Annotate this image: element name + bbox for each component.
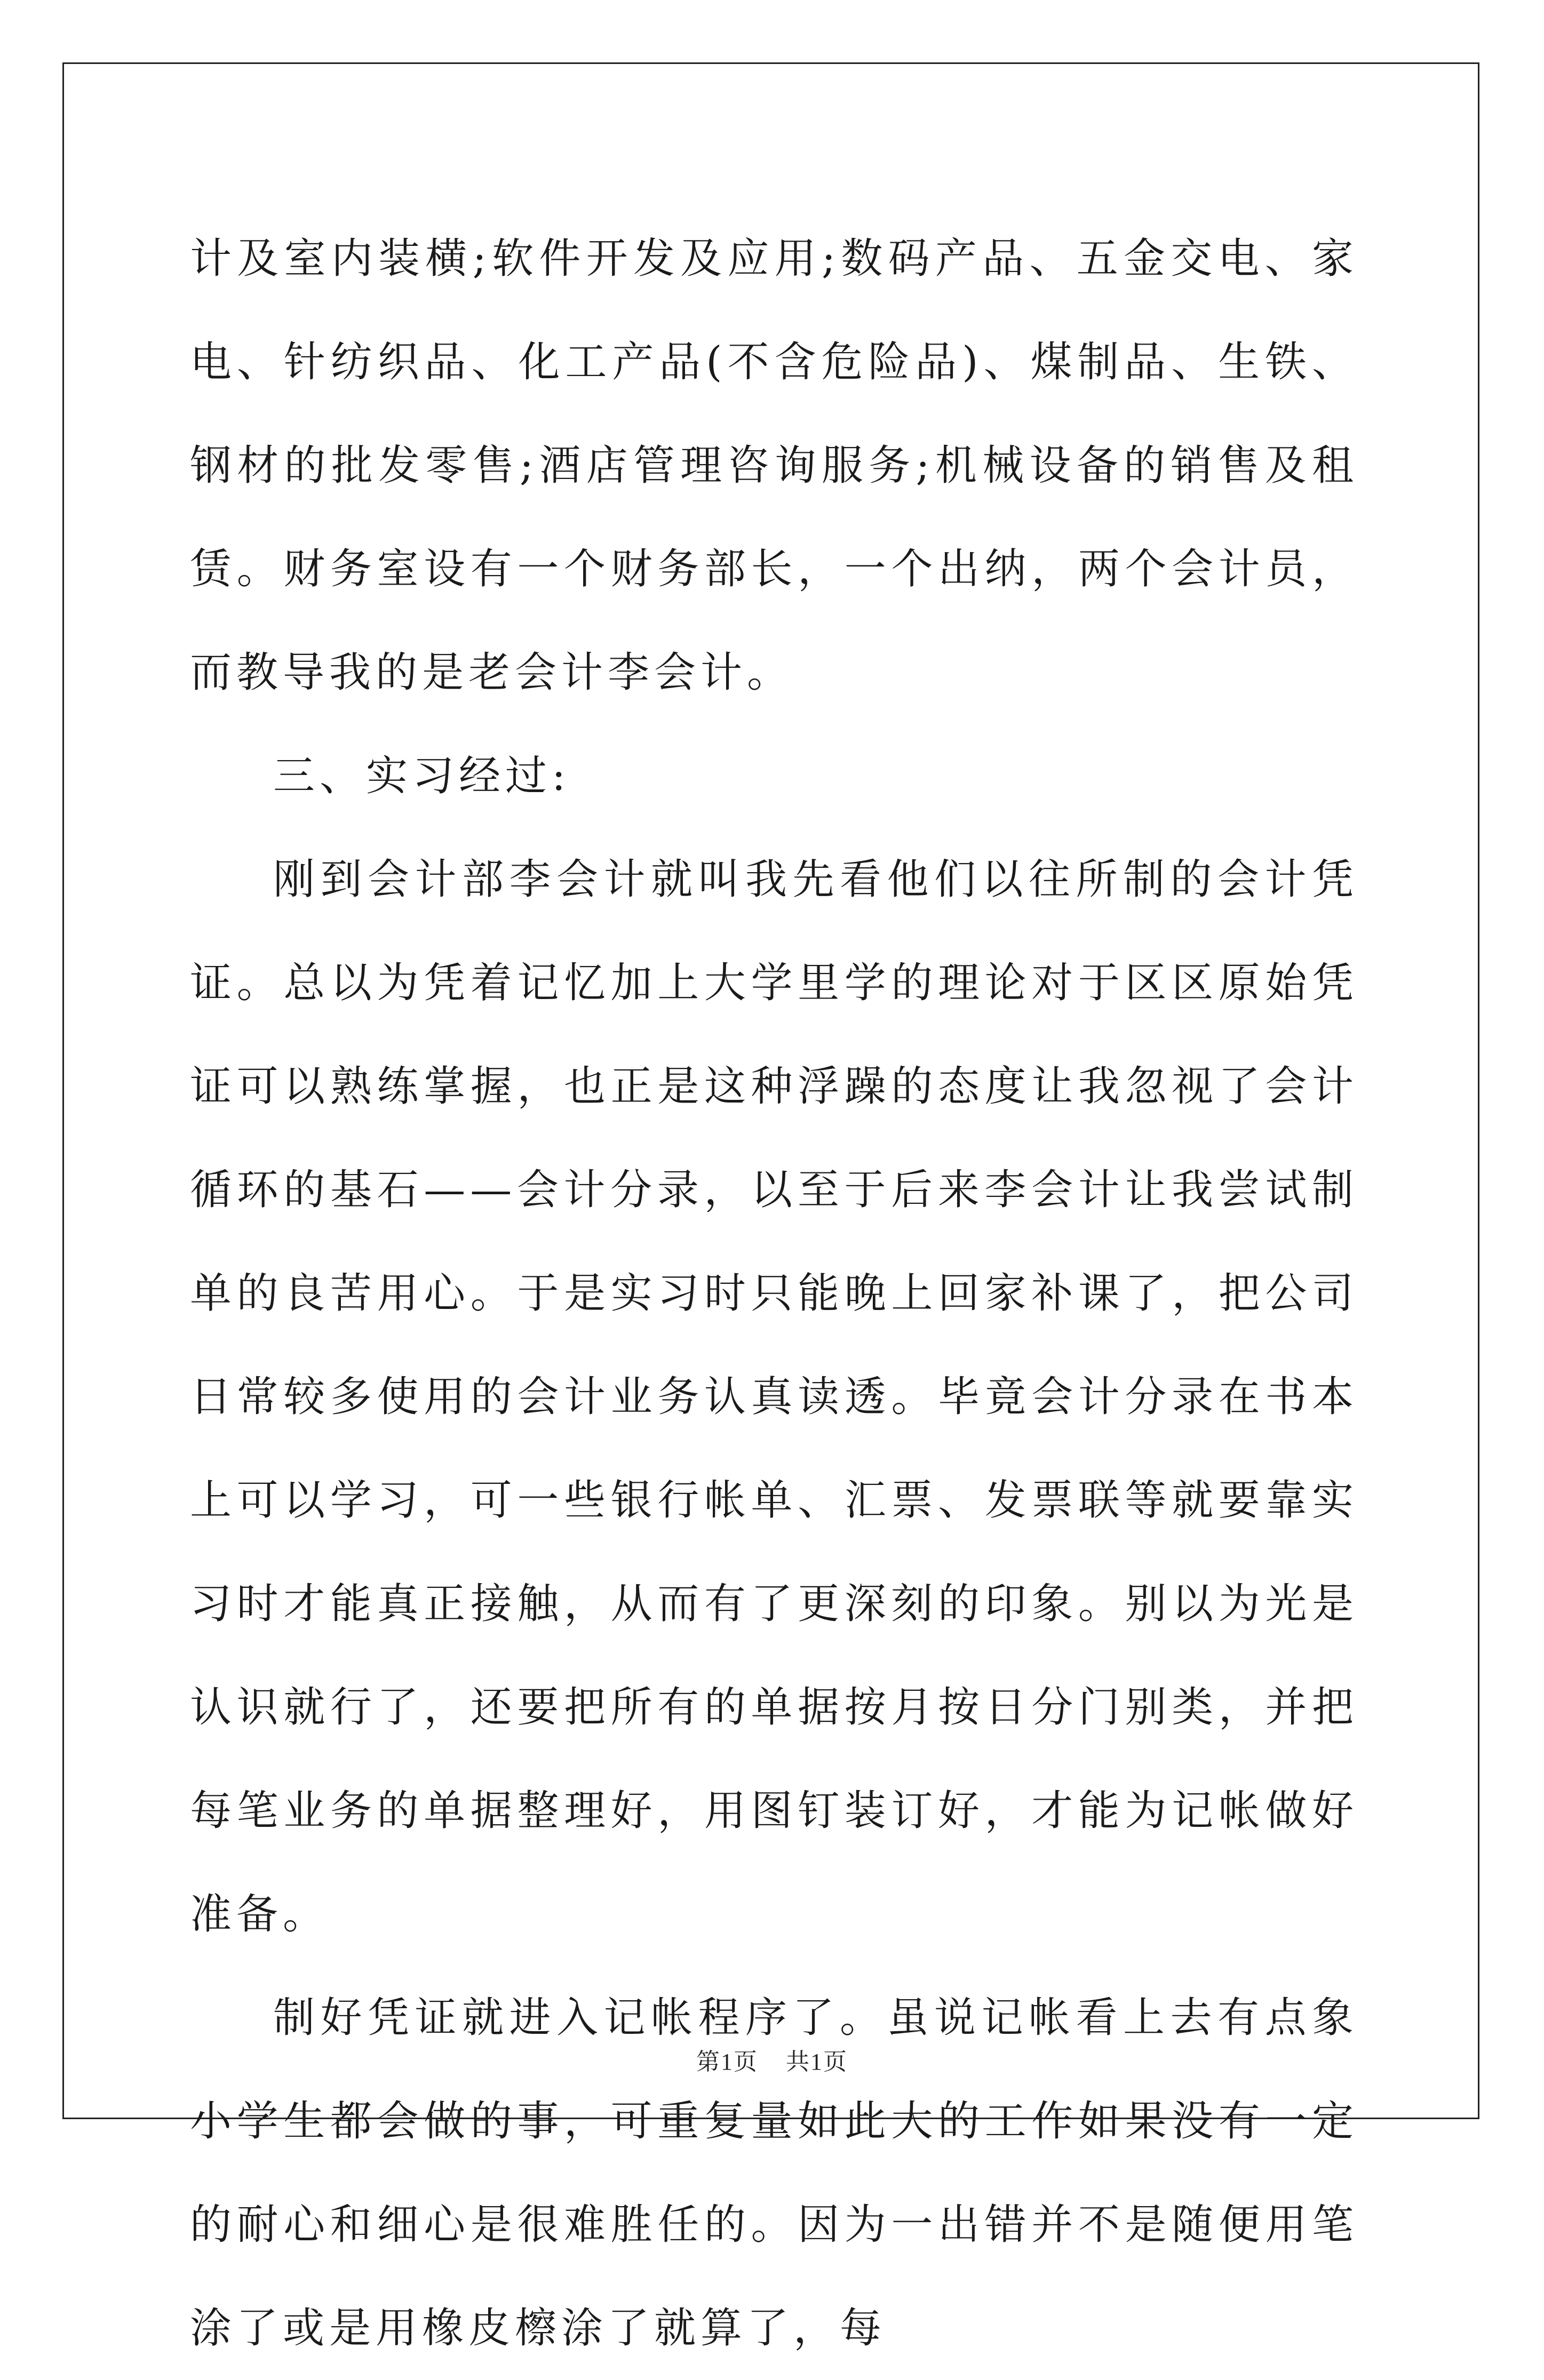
section-heading-internship-process: 三、实习经过:: [273, 752, 571, 800]
paragraph-company-scope: 计及室内装横;软件开发及应用;数码产品、五金交电、家电、针纺织品、化工产品(不含危险品)、煤制品、生铁、钢材的批发零售;酒店管理咨询服务;机械设备的销售及租赁。财务室设有一个财务部长，一个出纳，两个会计员，而教导我的是老会计李会计。: [190, 235, 1358, 697]
paragraph-bookkeeping: 制好凭证就进入记帐程序了。虽说记帐看上去有点象小学生都会做的事，可重复量如此大的工作如果没有一定的耐心和细心是很难胜任的。因为一出错并不是随便用笔涂了或是用橡皮檫涂了就算了，每: [190, 1994, 1358, 2352]
page-total: 共1页: [786, 2049, 848, 2075]
page-footer: [0, 2046, 1544, 2078]
page-number: 第1页: [696, 2049, 758, 2075]
paragraph-vouchers: 刚到会计部李会计就叫我先看他们以往所制的会计凭证。总以为凭着记忆加上大学里学的理论对于区区原始凭证可以熟练掌握，也正是这种浮躁的态度让我忽视了会计循环的基石——会计分录，以至于后来李会计让我尝试制单的良苦用心。于是实习时只能晚上回家补课了，把公司日常较多使用的会计业务认真读透。毕竟会计分录在书本上可以学习，可一些银行帐单、汇票、发票联等就要靠实习时才能真正接触，从而有了更深刻的印象。别以为光是认识就行了，还要把所有的单据按月按日分门别类，并把每笔业务的单据整理好，用图钉装订好，才能为记帐做好准备。: [190, 856, 1358, 1938]
